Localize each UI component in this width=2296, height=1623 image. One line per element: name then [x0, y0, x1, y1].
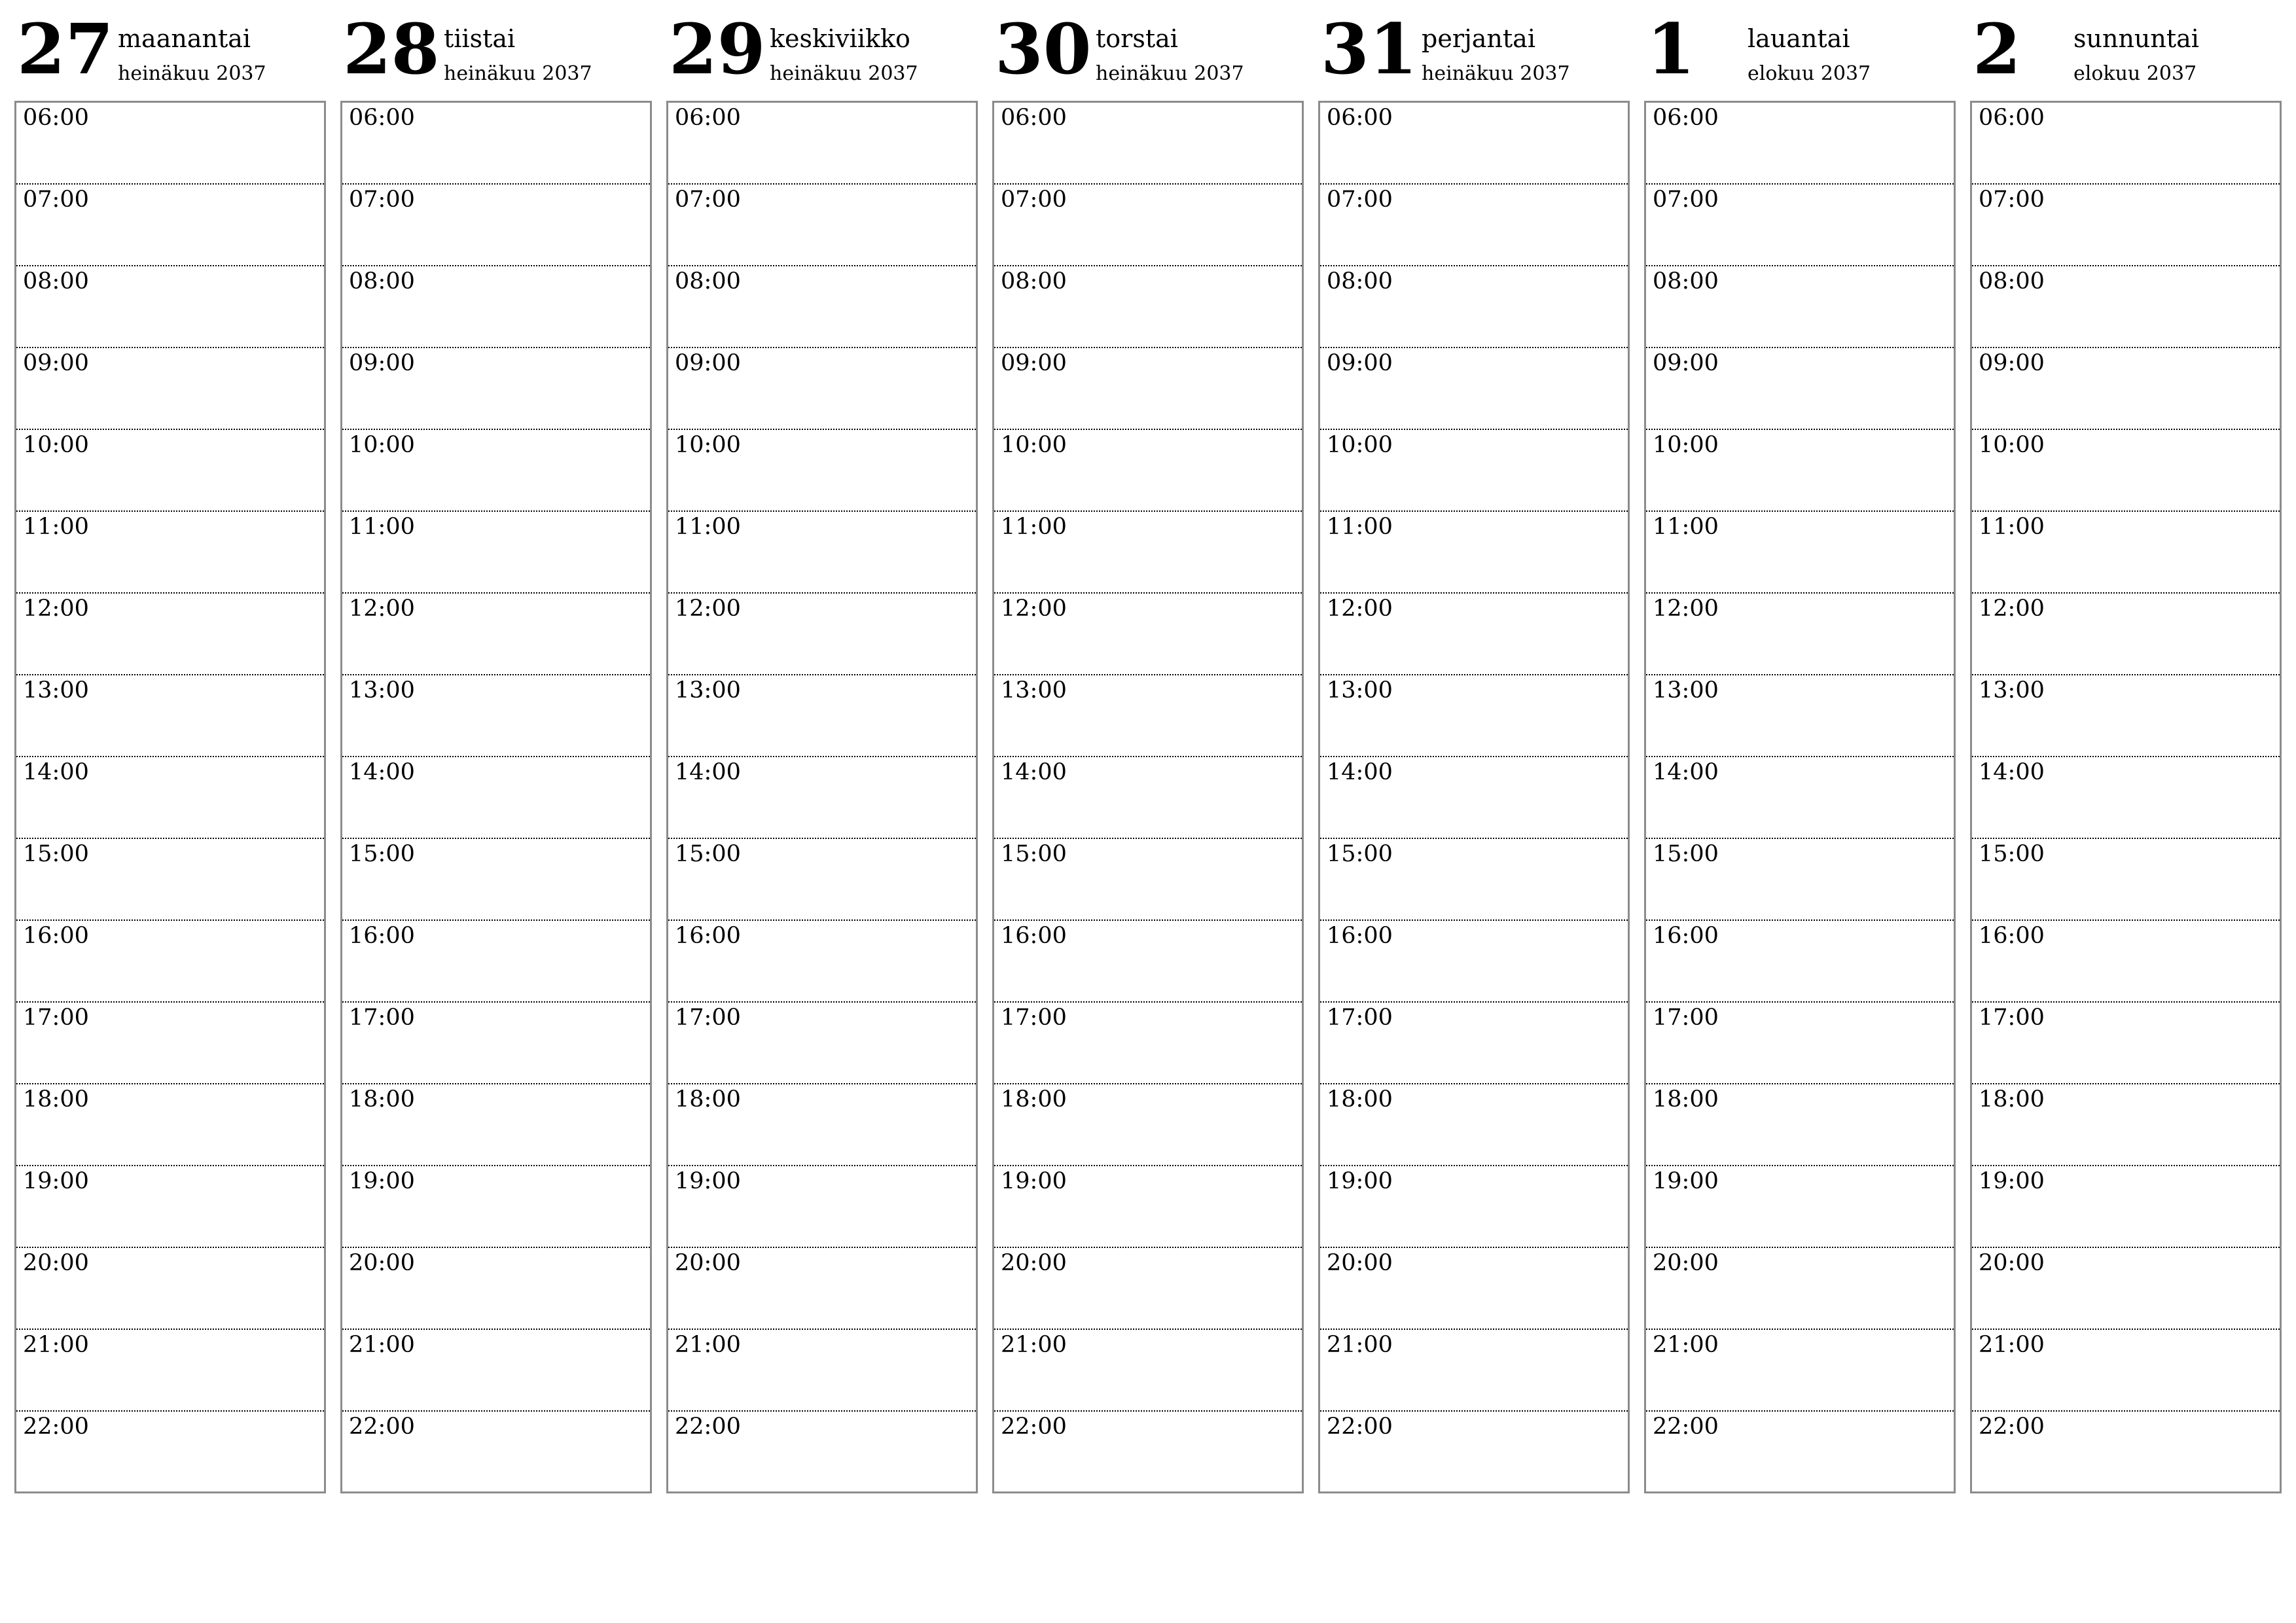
- day-number: 27: [17, 8, 114, 90]
- time-label: 20:00: [349, 1250, 415, 1276]
- time-slot[interactable]: [668, 1330, 976, 1412]
- time-label: 21:00: [1327, 1332, 1393, 1358]
- time-label: 11:00: [1001, 514, 1067, 540]
- day-header: [666, 0, 980, 98]
- time-slot[interactable]: [1646, 348, 1954, 430]
- time-label: 16:00: [1979, 923, 2045, 949]
- time-label: 16:00: [23, 923, 89, 949]
- time-label: 21:00: [349, 1332, 415, 1358]
- day-header: [340, 0, 655, 98]
- time-label: 17:00: [1979, 1005, 2045, 1031]
- time-slot[interactable]: [1646, 266, 1954, 348]
- time-slot[interactable]: [1646, 430, 1954, 512]
- time-slot[interactable]: [668, 839, 976, 921]
- time-slot[interactable]: [1972, 921, 2280, 1003]
- time-slot[interactable]: [16, 839, 324, 921]
- time-label: 18:00: [1979, 1086, 2045, 1113]
- time-label: 11:00: [675, 514, 741, 540]
- time-slot[interactable]: [342, 348, 650, 430]
- time-slot[interactable]: [16, 430, 324, 512]
- time-label: 10:00: [1327, 432, 1393, 458]
- day-name: sunnuntai: [2073, 24, 2199, 53]
- time-label: 07:00: [349, 187, 415, 213]
- time-label: 09:00: [349, 350, 415, 376]
- time-slot[interactable]: [668, 757, 976, 839]
- time-label: 06:00: [675, 105, 741, 131]
- time-slot[interactable]: [342, 430, 650, 512]
- time-label: 11:00: [23, 514, 89, 540]
- time-slot[interactable]: [342, 103, 650, 185]
- time-label: 08:00: [1979, 268, 2045, 294]
- time-slot[interactable]: [1320, 1248, 1628, 1330]
- day-column: [14, 0, 329, 1505]
- time-slot[interactable]: [16, 1003, 324, 1084]
- time-label: 11:00: [1327, 514, 1393, 540]
- day-number: 31: [1321, 8, 1418, 90]
- time-slot[interactable]: [668, 594, 976, 675]
- time-slot[interactable]: [1646, 594, 1954, 675]
- time-label: 08:00: [23, 268, 89, 294]
- time-slot[interactable]: [342, 185, 650, 266]
- time-label: 13:00: [1327, 677, 1393, 704]
- time-slot[interactable]: [668, 1412, 976, 1493]
- time-label: 08:00: [1327, 268, 1393, 294]
- time-label: 20:00: [23, 1250, 89, 1276]
- time-slot[interactable]: [342, 1166, 650, 1248]
- time-slot[interactable]: [16, 512, 324, 594]
- time-label: 22:00: [1653, 1414, 1719, 1440]
- time-slot[interactable]: [1320, 103, 1628, 185]
- time-label: 13:00: [675, 677, 741, 704]
- time-slot[interactable]: [994, 921, 1302, 1003]
- time-slot[interactable]: [16, 1084, 324, 1166]
- time-label: 19:00: [349, 1168, 415, 1194]
- time-slot[interactable]: [1320, 594, 1628, 675]
- day-schedule-box: [666, 101, 978, 1493]
- day-header: [14, 0, 329, 98]
- time-label: 18:00: [23, 1086, 89, 1113]
- time-label: 12:00: [1979, 596, 2045, 622]
- time-slot[interactable]: [1320, 675, 1628, 757]
- time-slot[interactable]: [342, 594, 650, 675]
- time-slot[interactable]: [1320, 839, 1628, 921]
- time-slot[interactable]: [994, 594, 1302, 675]
- time-slot[interactable]: [994, 1248, 1302, 1330]
- time-slot[interactable]: [16, 103, 324, 185]
- time-slot[interactable]: [1320, 266, 1628, 348]
- time-slot[interactable]: [994, 430, 1302, 512]
- day-month-year: heinäkuu 2037: [770, 62, 918, 85]
- time-slot[interactable]: [342, 1330, 650, 1412]
- time-slot[interactable]: [668, 921, 976, 1003]
- day-name: lauantai: [1748, 24, 1850, 53]
- day-column: [1318, 0, 1632, 1505]
- time-label: 22:00: [675, 1414, 741, 1440]
- time-label: 10:00: [1979, 432, 2045, 458]
- time-label: 13:00: [1653, 677, 1719, 704]
- day-schedule-box: [1970, 101, 2282, 1493]
- time-label: 16:00: [675, 923, 741, 949]
- time-label: 13:00: [23, 677, 89, 704]
- time-label: 16:00: [349, 923, 415, 949]
- time-slot[interactable]: [1646, 1166, 1954, 1248]
- day-name: maanantai: [118, 24, 251, 53]
- time-slot[interactable]: [994, 1412, 1302, 1493]
- time-slot[interactable]: [342, 675, 650, 757]
- time-slot[interactable]: [1320, 1166, 1628, 1248]
- time-slot[interactable]: [342, 839, 650, 921]
- time-slot[interactable]: [994, 1084, 1302, 1166]
- time-slot[interactable]: [994, 839, 1302, 921]
- time-slot[interactable]: [668, 1248, 976, 1330]
- time-label: 14:00: [349, 759, 415, 785]
- day-column: [992, 0, 1306, 1505]
- time-slot[interactable]: [668, 1003, 976, 1084]
- time-label: 20:00: [1979, 1250, 2045, 1276]
- time-label: 06:00: [1653, 105, 1719, 131]
- day-header: [992, 0, 1306, 98]
- time-label: 21:00: [23, 1332, 89, 1358]
- time-slot[interactable]: [1972, 512, 2280, 594]
- time-slot[interactable]: [994, 675, 1302, 757]
- time-label: 12:00: [349, 596, 415, 622]
- time-label: 12:00: [1653, 596, 1719, 622]
- day-header: [1970, 0, 2284, 98]
- time-label: 18:00: [1327, 1086, 1393, 1113]
- time-slot[interactable]: [16, 921, 324, 1003]
- time-slot[interactable]: [1972, 1084, 2280, 1166]
- time-label: 10:00: [675, 432, 741, 458]
- time-label: 22:00: [1001, 1414, 1067, 1440]
- time-label: 18:00: [349, 1086, 415, 1113]
- time-label: 19:00: [1653, 1168, 1719, 1194]
- time-label: 09:00: [1001, 350, 1067, 376]
- time-slot[interactable]: [668, 1084, 976, 1166]
- time-label: 20:00: [675, 1250, 741, 1276]
- day-column: [1970, 0, 2284, 1505]
- time-slot[interactable]: [1972, 1003, 2280, 1084]
- time-label: 19:00: [1979, 1168, 2045, 1194]
- time-slot[interactable]: [16, 594, 324, 675]
- time-label: 14:00: [23, 759, 89, 785]
- time-slot[interactable]: [342, 1003, 650, 1084]
- day-schedule-box: [992, 101, 1304, 1493]
- time-label: 18:00: [675, 1086, 741, 1113]
- time-label: 06:00: [1001, 105, 1067, 131]
- time-label: 21:00: [1001, 1332, 1067, 1358]
- day-number: 28: [343, 8, 440, 90]
- time-slot[interactable]: [342, 512, 650, 594]
- time-label: 21:00: [1979, 1332, 2045, 1358]
- time-label: 22:00: [23, 1414, 89, 1440]
- time-label: 14:00: [1979, 759, 2045, 785]
- time-label: 22:00: [1327, 1414, 1393, 1440]
- time-slot[interactable]: [1646, 185, 1954, 266]
- time-slot[interactable]: [16, 1330, 324, 1412]
- time-slot[interactable]: [16, 185, 324, 266]
- time-label: 19:00: [1001, 1168, 1067, 1194]
- time-label: 17:00: [23, 1005, 89, 1031]
- time-slot[interactable]: [1972, 757, 2280, 839]
- time-slot[interactable]: [1972, 594, 2280, 675]
- time-slot[interactable]: [1320, 1412, 1628, 1493]
- day-column: [340, 0, 655, 1505]
- time-label: 20:00: [1001, 1250, 1067, 1276]
- time-slot[interactable]: [1972, 1248, 2280, 1330]
- day-number: 1: [1647, 8, 1695, 90]
- time-label: 19:00: [23, 1168, 89, 1194]
- time-label: 17:00: [1653, 1005, 1719, 1031]
- time-label: 21:00: [675, 1332, 741, 1358]
- time-slot[interactable]: [342, 1084, 650, 1166]
- time-label: 12:00: [23, 596, 89, 622]
- time-label: 15:00: [1653, 841, 1719, 867]
- time-slot[interactable]: [1320, 757, 1628, 839]
- time-label: 19:00: [1327, 1168, 1393, 1194]
- time-slot[interactable]: [994, 757, 1302, 839]
- time-label: 09:00: [675, 350, 741, 376]
- time-slot[interactable]: [1972, 1412, 2280, 1493]
- time-slot[interactable]: [668, 675, 976, 757]
- time-slot[interactable]: [1972, 348, 2280, 430]
- day-month-year: heinäkuu 2037: [1422, 62, 1570, 85]
- time-slot[interactable]: [1646, 512, 1954, 594]
- time-label: 20:00: [1327, 1250, 1393, 1276]
- time-label: 19:00: [675, 1168, 741, 1194]
- time-slot[interactable]: [1972, 675, 2280, 757]
- time-label: 11:00: [1653, 514, 1719, 540]
- time-label: 10:00: [349, 432, 415, 458]
- time-label: 12:00: [1001, 596, 1067, 622]
- time-slot[interactable]: [16, 1166, 324, 1248]
- day-month-year: heinäkuu 2037: [444, 62, 592, 85]
- time-slot[interactable]: [1646, 839, 1954, 921]
- time-slot[interactable]: [668, 185, 976, 266]
- time-slot[interactable]: [1646, 1248, 1954, 1330]
- time-slot[interactable]: [1646, 1003, 1954, 1084]
- time-slot[interactable]: [668, 430, 976, 512]
- time-label: 14:00: [1001, 759, 1067, 785]
- day-name: torstai: [1096, 24, 1178, 53]
- time-label: 15:00: [23, 841, 89, 867]
- time-label: 09:00: [1327, 350, 1393, 376]
- day-name: tiistai: [444, 24, 516, 53]
- time-label: 22:00: [349, 1414, 415, 1440]
- day-month-year: elokuu 2037: [1748, 62, 1871, 85]
- time-label: 18:00: [1001, 1086, 1067, 1113]
- day-name: perjantai: [1422, 24, 1535, 53]
- time-label: 09:00: [23, 350, 89, 376]
- time-slot[interactable]: [1972, 1166, 2280, 1248]
- time-label: 06:00: [1979, 105, 2045, 131]
- time-label: 09:00: [1979, 350, 2045, 376]
- time-label: 10:00: [1653, 432, 1719, 458]
- time-label: 10:00: [1001, 432, 1067, 458]
- time-label: 07:00: [1327, 187, 1393, 213]
- time-slot[interactable]: [1646, 757, 1954, 839]
- time-slot[interactable]: [342, 921, 650, 1003]
- day-number: 29: [669, 8, 766, 90]
- day-number: 2: [1973, 8, 2021, 90]
- time-slot[interactable]: [1972, 839, 2280, 921]
- time-slot[interactable]: [668, 266, 976, 348]
- time-label: 13:00: [1001, 677, 1067, 704]
- time-label: 09:00: [1653, 350, 1719, 376]
- time-slot[interactable]: [342, 1248, 650, 1330]
- time-label: 16:00: [1001, 923, 1067, 949]
- day-month-year: elokuu 2037: [2073, 62, 2197, 85]
- time-slot[interactable]: [1972, 266, 2280, 348]
- day-header: [1318, 0, 1632, 98]
- time-label: 21:00: [1653, 1332, 1719, 1358]
- day-month-year: heinäkuu 2037: [118, 62, 266, 85]
- time-label: 08:00: [675, 268, 741, 294]
- time-slot[interactable]: [1646, 1412, 1954, 1493]
- time-slot[interactable]: [1320, 348, 1628, 430]
- day-month-year: heinäkuu 2037: [1096, 62, 1244, 85]
- time-slot[interactable]: [342, 1412, 650, 1493]
- time-label: 20:00: [1653, 1250, 1719, 1276]
- time-slot[interactable]: [1320, 1084, 1628, 1166]
- time-slot[interactable]: [1972, 430, 2280, 512]
- time-label: 08:00: [1001, 268, 1067, 294]
- time-slot[interactable]: [668, 348, 976, 430]
- day-schedule-box: [340, 101, 652, 1493]
- time-label: 17:00: [349, 1005, 415, 1031]
- time-slot[interactable]: [994, 348, 1302, 430]
- time-slot[interactable]: [994, 512, 1302, 594]
- time-slot[interactable]: [1320, 1330, 1628, 1412]
- time-label: 16:00: [1653, 923, 1719, 949]
- time-label: 15:00: [1327, 841, 1393, 867]
- time-slot[interactable]: [1646, 1330, 1954, 1412]
- time-label: 18:00: [1653, 1086, 1719, 1113]
- time-slot[interactable]: [1646, 103, 1954, 185]
- time-slot[interactable]: [1320, 921, 1628, 1003]
- time-label: 08:00: [1653, 268, 1719, 294]
- day-schedule-box: [1644, 101, 1956, 1493]
- time-slot[interactable]: [1646, 921, 1954, 1003]
- time-label: 17:00: [675, 1005, 741, 1031]
- time-label: 10:00: [23, 432, 89, 458]
- time-slot[interactable]: [16, 266, 324, 348]
- time-slot[interactable]: [994, 1003, 1302, 1084]
- time-label: 12:00: [1327, 596, 1393, 622]
- time-label: 06:00: [1327, 105, 1393, 131]
- time-slot[interactable]: [342, 757, 650, 839]
- time-label: 17:00: [1001, 1005, 1067, 1031]
- time-label: 17:00: [1327, 1005, 1393, 1031]
- time-label: 22:00: [1979, 1414, 2045, 1440]
- time-label: 13:00: [1979, 677, 2045, 704]
- time-slot[interactable]: [668, 1166, 976, 1248]
- time-slot[interactable]: [1320, 1003, 1628, 1084]
- time-label: 08:00: [349, 268, 415, 294]
- time-label: 14:00: [1653, 759, 1719, 785]
- time-label: 11:00: [349, 514, 415, 540]
- time-label: 15:00: [1001, 841, 1067, 867]
- time-slot[interactable]: [16, 1248, 324, 1330]
- day-column: [1644, 0, 1958, 1505]
- time-label: 15:00: [675, 841, 741, 867]
- time-slot[interactable]: [668, 512, 976, 594]
- time-slot[interactable]: [16, 1412, 324, 1493]
- day-column: [666, 0, 980, 1505]
- time-slot[interactable]: [1972, 185, 2280, 266]
- time-label: 07:00: [1001, 187, 1067, 213]
- time-slot[interactable]: [1646, 1084, 1954, 1166]
- time-label: 07:00: [1979, 187, 2045, 213]
- day-schedule-box: [14, 101, 326, 1493]
- day-name: keskiviikko: [770, 24, 910, 53]
- time-label: 16:00: [1327, 923, 1393, 949]
- day-number: 30: [995, 8, 1092, 90]
- time-slot[interactable]: [1320, 512, 1628, 594]
- time-slot[interactable]: [1646, 675, 1954, 757]
- time-label: 13:00: [349, 677, 415, 704]
- time-label: 07:00: [23, 187, 89, 213]
- time-slot[interactable]: [994, 1166, 1302, 1248]
- time-label: 14:00: [1327, 759, 1393, 785]
- time-slot[interactable]: [994, 1330, 1302, 1412]
- time-label: 07:00: [1653, 187, 1719, 213]
- time-slot[interactable]: [994, 103, 1302, 185]
- time-slot[interactable]: [994, 266, 1302, 348]
- time-slot[interactable]: [1972, 1330, 2280, 1412]
- time-slot[interactable]: [16, 675, 324, 757]
- time-label: 15:00: [1979, 841, 2045, 867]
- time-slot[interactable]: [16, 757, 324, 839]
- time-label: 14:00: [675, 759, 741, 785]
- time-label: 07:00: [675, 187, 741, 213]
- time-slot[interactable]: [994, 185, 1302, 266]
- time-label: 15:00: [349, 841, 415, 867]
- day-schedule-box: [1318, 101, 1630, 1493]
- time-slot[interactable]: [1320, 185, 1628, 266]
- time-slot[interactable]: [668, 103, 976, 185]
- time-slot[interactable]: [16, 348, 324, 430]
- time-slot[interactable]: [1972, 103, 2280, 185]
- time-slot[interactable]: [1320, 430, 1628, 512]
- time-label: 12:00: [675, 596, 741, 622]
- time-label: 06:00: [349, 105, 415, 131]
- day-header: [1644, 0, 1958, 98]
- time-label: 11:00: [1979, 514, 2045, 540]
- time-label: 06:00: [23, 105, 89, 131]
- time-slot[interactable]: [342, 266, 650, 348]
